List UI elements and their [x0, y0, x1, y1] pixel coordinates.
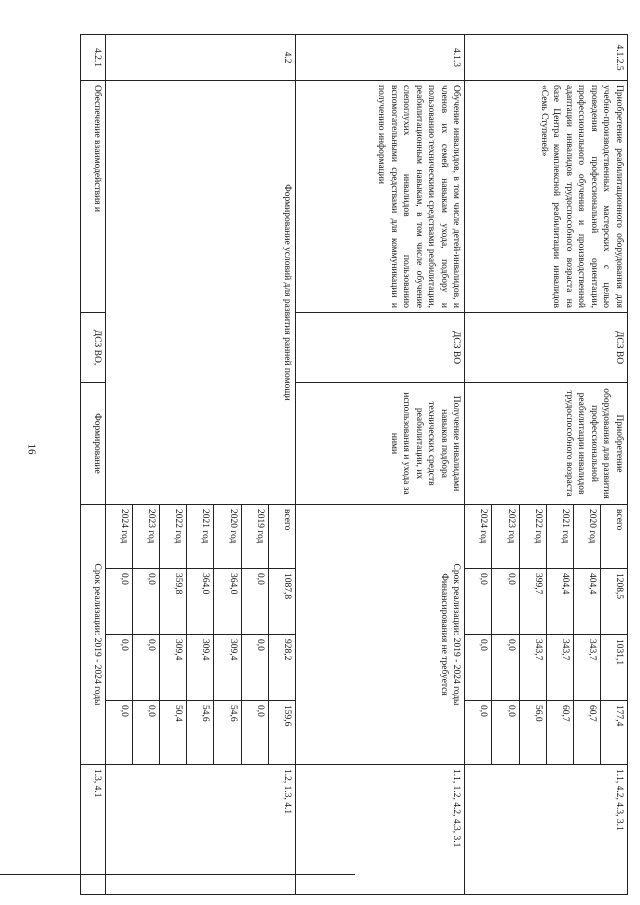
- finance-regional: 54,6: [187, 701, 214, 765]
- rotated-page-content: [80, 34, 628, 894]
- finance-total: 399,7: [519, 569, 546, 635]
- table-row: [81, 35, 106, 895]
- finance-total: 404,4: [573, 569, 600, 635]
- indicator-refs: 1.2, 1.3, 4.1: [106, 765, 296, 895]
- finance-period: 2022 год: [160, 505, 187, 569]
- no-financing-note: Финансирования не требуется: [438, 573, 449, 696]
- finance-federal: 0,0: [241, 635, 268, 701]
- finance-total: 0,0: [465, 569, 492, 635]
- finance-regional: 60,7: [573, 701, 600, 765]
- finance-total: 1208,5: [600, 569, 627, 635]
- executor: ДСЗ ВО: [465, 313, 628, 383]
- finance-regional: 159,6: [268, 701, 295, 765]
- action-text: Обучение инвалидов, в том числе детей-инвалидов, и членов их семей навыкам ухода, подбору и пользованию техническими средствами реабилитации, реабилитационным навыкам, в том числе обучение слепоглухих инвалидов пользованию вспомогательными средствами для коммуникации и получению информации: [295, 81, 465, 313]
- table-row: [600, 35, 627, 895]
- finance-period: 2020 год: [214, 505, 241, 569]
- finance-total: 359,8: [160, 569, 187, 635]
- finance-total: 364,0: [187, 569, 214, 635]
- finance-total: 0,0: [133, 569, 160, 635]
- executor: ДСЗ ВО,: [81, 313, 106, 383]
- expected-result: Приобретение оборудования для развития профессиональной реабилитации инвалидов трудоспособного возраста: [465, 383, 628, 505]
- finance-period: 2021 год: [546, 505, 573, 569]
- indicator-refs: 1.3, 4.1: [81, 765, 106, 895]
- finance-regional: 60,7: [546, 701, 573, 765]
- page-number: 16: [25, 443, 38, 455]
- finance-federal: 343,7: [573, 635, 600, 701]
- finance-federal: 1031,1: [600, 635, 627, 701]
- row-number: 4.1.2.5: [465, 35, 628, 81]
- finance-regional: 177,4: [600, 701, 627, 765]
- section-title: Формирование условий для развития ранней помощи: [106, 81, 296, 505]
- finance-federal: 343,7: [519, 635, 546, 701]
- finance-regional: 0,0: [465, 701, 492, 765]
- finance-period: 2020 год: [573, 505, 600, 569]
- finance-federal: 343,7: [546, 635, 573, 701]
- finance-federal: 0,0: [133, 635, 160, 701]
- action-text: Обеспечение взаимодействия и: [81, 81, 106, 313]
- finance-regional: 54,6: [214, 701, 241, 765]
- finance-period: 2022 год: [519, 505, 546, 569]
- expected-result: Получение инвалидами навыков подбора технических средств реабилитации, их использования и ухода за ними: [295, 383, 465, 505]
- table-row: [295, 35, 465, 895]
- finance-period: 2024 год: [106, 505, 133, 569]
- finance-regional: 0,0: [133, 701, 160, 765]
- finance-federal: 0,0: [106, 635, 133, 701]
- action-text: Приобретение реабилитационного оборудования для учебно-производственных мастерских с целью проведения профессиональной ориентации, профессионального обучения и производственной адаптации инвалидов трудоспособного возраста на базе Центра комплексной реабилитации инвалидов «Семь Ступеней»: [465, 81, 628, 313]
- finance-regional: 0,0: [106, 701, 133, 765]
- finance-regional: 56,0: [519, 701, 546, 765]
- finance-regional: 0,0: [241, 701, 268, 765]
- finance-total: 0,0: [241, 569, 268, 635]
- implementation-term: Срок реализации: 2019 - 2024 годы: [81, 505, 106, 765]
- finance-federal: 309,4: [214, 635, 241, 701]
- indicator-refs: 1.1, 1.2, 4.2, 4.3, 3.1: [295, 765, 465, 895]
- finance-total: 0,0: [492, 569, 519, 635]
- finance-period: всего: [600, 505, 627, 569]
- finance-note: [295, 505, 465, 765]
- finance-federal: 309,4: [187, 635, 214, 701]
- finance-total: 0,0: [106, 569, 133, 635]
- finance-federal: 0,0: [492, 635, 519, 701]
- row-number: 4.2: [106, 35, 296, 81]
- indicator-refs: 1.1, 4.2, 4.3, 3.1: [465, 765, 628, 895]
- finance-federal: 0,0: [465, 635, 492, 701]
- executor: ДСЗ ВО: [295, 313, 465, 383]
- measures-table: [80, 34, 628, 895]
- finance-period: 2023 год: [492, 505, 519, 569]
- finance-federal: 309,4: [160, 635, 187, 701]
- finance-period: 2019 год: [241, 505, 268, 569]
- expected-result: Формирование: [81, 383, 106, 505]
- finance-regional: 0,0: [492, 701, 519, 765]
- footer-rule: [0, 874, 355, 875]
- finance-period: всего: [268, 505, 295, 569]
- finance-total: 1087,8: [268, 569, 295, 635]
- finance-total: 364,0: [214, 569, 241, 635]
- finance-period: 2023 год: [133, 505, 160, 569]
- finance-period: 2024 год: [465, 505, 492, 569]
- row-number: 4.2.1: [81, 35, 106, 81]
- implementation-term: Срок реализации: 2019 - 2024 годы: [451, 563, 462, 706]
- finance-regional: 50,4: [160, 701, 187, 765]
- table-row: [268, 35, 295, 895]
- finance-total: 404,4: [546, 569, 573, 635]
- finance-period: 2021 год: [187, 505, 214, 569]
- finance-federal: 928,2: [268, 635, 295, 701]
- row-number: 4.1.3: [295, 35, 465, 81]
